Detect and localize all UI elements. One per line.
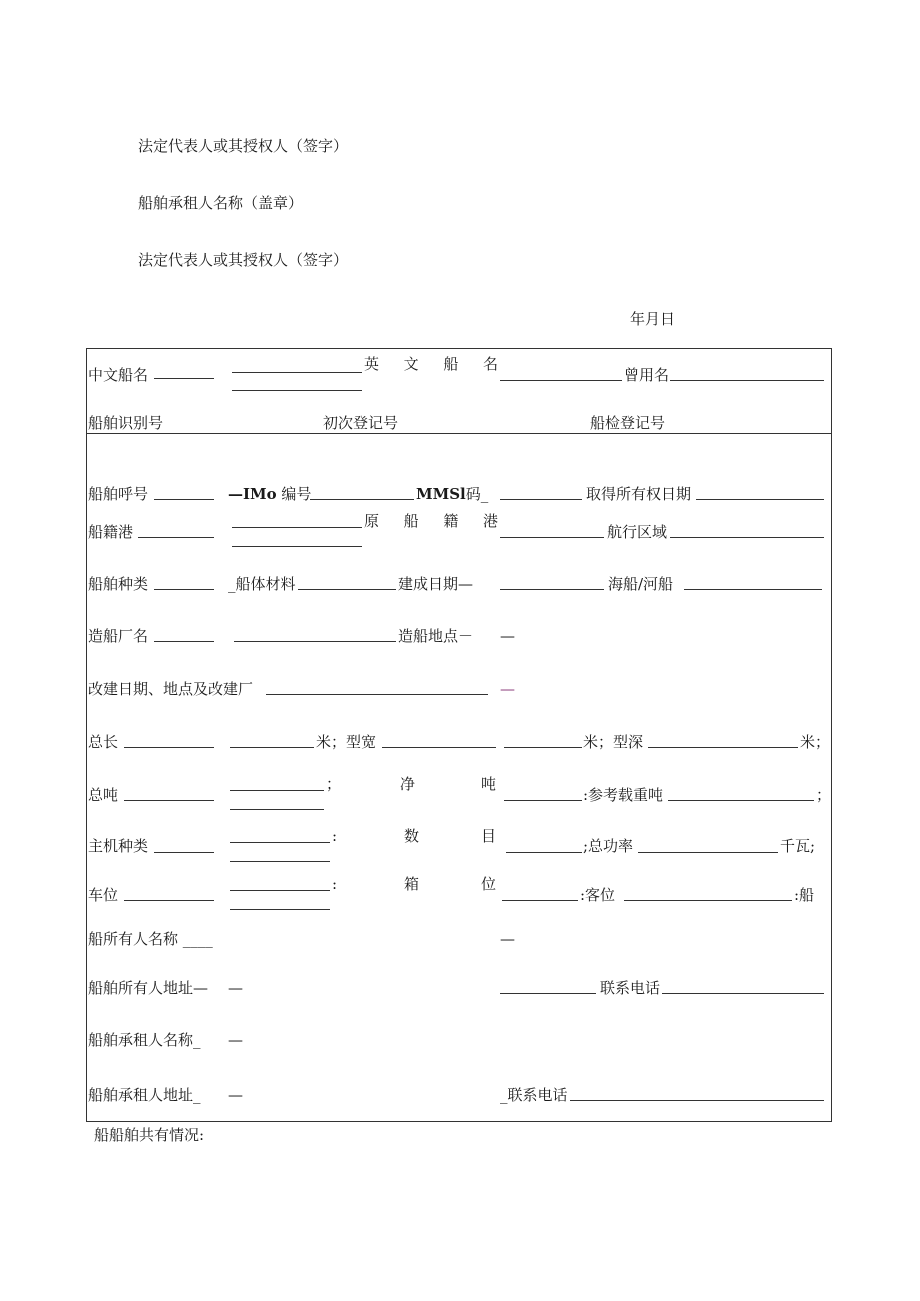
chinese-name-label: 中文船名 — [88, 366, 149, 384]
count-label: 数 目 — [404, 827, 496, 845]
teu-field[interactable] — [502, 900, 578, 901]
vehicle-field-3[interactable] — [230, 909, 330, 910]
signature-line-1: 法定代表人或其授权人（签字） — [138, 137, 349, 155]
passenger-field[interactable] — [624, 900, 792, 901]
mmsi-label: MMSl码_ — [416, 485, 489, 503]
depth-label: 米；型深 — [583, 733, 644, 751]
form-table — [86, 348, 832, 1122]
survey-reg-label: 船检登记号 — [590, 414, 666, 432]
imo-label: —IMo 编号 — [228, 485, 312, 503]
original-port-field[interactable] — [500, 537, 604, 538]
owner-address-label: 船舶所有人地址— — [88, 979, 209, 997]
vehicle-field[interactable] — [124, 900, 214, 901]
owner-phone-field[interactable] — [662, 993, 824, 994]
date-line: 年月日 — [630, 310, 676, 328]
gross-ton-separator: ； — [326, 775, 342, 793]
imo-field[interactable] — [310, 499, 414, 500]
breadth-field-2[interactable] — [504, 747, 582, 748]
length-field[interactable] — [124, 747, 214, 748]
engine-type-field-3[interactable] — [230, 861, 330, 862]
gross-ton-field-2[interactable] — [230, 790, 324, 791]
owner-name-field[interactable]: — — [500, 930, 515, 948]
length-field-2[interactable] — [230, 747, 314, 748]
ship-id-label: 船舶识别号 — [88, 414, 164, 432]
registry-port-label: 船籍港 — [88, 523, 134, 541]
english-name-label: 英 文 船 名 — [364, 355, 498, 373]
deadweight-end: ； — [816, 786, 832, 804]
shipyard-label: 造船厂名 — [88, 627, 149, 645]
initial-reg-label: 初次登记号 — [323, 414, 399, 432]
ownership-date-label: 取得所有权日期 — [586, 485, 692, 503]
engine-type-field-2[interactable] — [230, 842, 330, 843]
breadth-label: 米；型宽 — [316, 733, 377, 751]
owner-address-field[interactable]: — — [228, 979, 243, 997]
original-port-label: 原 船 籍 港 — [364, 512, 498, 530]
ship-type-field[interactable] — [154, 589, 214, 590]
english-name-field[interactable] — [500, 380, 622, 381]
charterer-name-label: 船舶承租人名称_ — [88, 1031, 201, 1049]
former-name-label: 曾用名 — [624, 366, 670, 384]
breadth-field[interactable] — [382, 747, 496, 748]
passenger-label: :客位 — [580, 886, 616, 904]
length-label: 总长 — [88, 733, 119, 751]
owner-address-field-2[interactable] — [500, 993, 596, 994]
chinese-name-field-2[interactable] — [232, 372, 362, 373]
charterer-name-field[interactable]: — — [228, 1031, 243, 1049]
build-place-field[interactable]: — — [500, 627, 515, 645]
hull-material-field[interactable] — [298, 589, 396, 590]
rebuild-dash: — — [500, 680, 515, 698]
charterer-address-label: 船舶承租人地址_ — [88, 1086, 201, 1104]
deadweight-field[interactable] — [668, 800, 814, 801]
registry-port-field[interactable] — [138, 537, 214, 538]
sea-river-field[interactable] — [684, 589, 822, 590]
rebuild-label: 改建日期、地点及改建厂 — [88, 680, 254, 698]
call-sign-field[interactable] — [154, 499, 214, 500]
gross-ton-label: 总吨 — [88, 786, 119, 804]
depth-unit: 米； — [800, 733, 831, 751]
co-ownership-label: 船船舶共有情况: — [94, 1126, 205, 1144]
chinese-name-field[interactable] — [154, 378, 214, 379]
charterer-phone-field[interactable] — [570, 1100, 824, 1101]
gross-ton-field[interactable] — [124, 800, 214, 801]
depth-field[interactable] — [648, 747, 798, 748]
charterer-seal-line: 船舶承租人名称（盖章） — [138, 194, 304, 212]
net-ton-label: 净 吨 — [400, 775, 496, 793]
charterer-phone-label: _联系电话 — [500, 1086, 568, 1104]
mmsi-field[interactable] — [500, 499, 582, 500]
gross-ton-field-3[interactable] — [230, 809, 324, 810]
shipyard-field-2[interactable] — [234, 641, 396, 642]
signature-line-2: 法定代表人或其授权人（签字） — [138, 251, 349, 269]
vehicle-colon: : — [332, 875, 338, 893]
ship-type-label: 船舶种类 — [88, 575, 149, 593]
vehicle-label: 车位 — [88, 886, 119, 904]
boat-label: :船 — [794, 886, 815, 904]
build-date-label: 建成日期— — [398, 575, 474, 593]
engine-type-field[interactable] — [154, 852, 214, 853]
count-field[interactable] — [506, 852, 582, 853]
vehicle-field-2[interactable] — [230, 890, 330, 891]
rebuild-field[interactable] — [266, 694, 488, 695]
engine-type-label: 主机种类 — [88, 837, 149, 855]
charterer-address-field[interactable]: — — [228, 1086, 243, 1104]
registry-port-field-2[interactable] — [232, 527, 362, 528]
kilowatt-unit: 千瓦; — [780, 837, 816, 855]
total-power-label: ;总功率 — [583, 837, 634, 855]
ownership-date-field[interactable] — [696, 499, 824, 500]
owner-name-label: 船所有人名称 ____ — [88, 930, 213, 948]
chinese-name-field-3[interactable] — [232, 390, 362, 391]
navigation-area-field[interactable] — [670, 537, 824, 538]
teu-label: 箱 位 — [404, 875, 496, 893]
navigation-area-label: 航行区域 — [607, 523, 668, 541]
total-power-field[interactable] — [638, 852, 778, 853]
sea-river-label: 海船/河船 — [608, 575, 674, 593]
owner-phone-label: 联系电话 — [600, 979, 661, 997]
build-place-label: 造船地点－ — [398, 627, 474, 645]
call-sign-label: 船舶呼号 — [88, 485, 149, 503]
hull-material-label: _船体材料 — [228, 575, 296, 593]
build-date-field[interactable] — [500, 589, 604, 590]
shipyard-field[interactable] — [154, 641, 214, 642]
former-name-field[interactable] — [670, 380, 824, 381]
registry-port-field-3[interactable] — [232, 546, 362, 547]
deadweight-label: :参考载重吨 — [583, 786, 664, 804]
net-ton-field[interactable] — [504, 800, 582, 801]
table-divider — [86, 433, 832, 434]
engine-type-colon: : — [332, 827, 338, 845]
